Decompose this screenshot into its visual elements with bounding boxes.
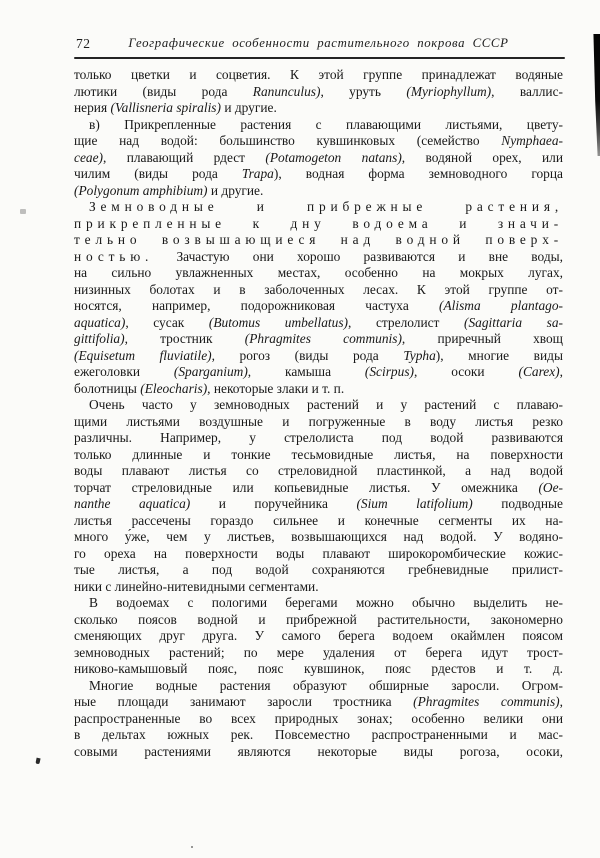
- running-title: Географические особенности растительного покрова СССР: [128, 36, 509, 50]
- paragraph: [74, 397, 563, 595]
- latin-name-text: (Equisetum fluviatile): [74, 347, 212, 363]
- text-line: [74, 529, 563, 546]
- text-line: [74, 117, 563, 134]
- body-text: ), водная форма земноводного горца: [273, 166, 563, 181]
- body-text: чилим (виды рода: [74, 166, 242, 181]
- body-text: болотницы: [74, 380, 141, 396]
- paragraph: [74, 117, 563, 200]
- paragraph: [74, 678, 563, 761]
- body-text: в дельтах южных рек. Повсеместно распространенными и мас-: [74, 727, 563, 742]
- latin-name-text: (Alisma plantago-: [439, 298, 563, 313]
- paragraph: [74, 199, 563, 397]
- text-line: [74, 348, 563, 365]
- text-line: [74, 628, 563, 645]
- body-text: щие над водой: большинство кувшинковых (семейство: [74, 133, 502, 148]
- text-line: [74, 199, 563, 216]
- scan-artifact-speck-icon: [35, 758, 40, 765]
- body-text: много у́же, чем у листьев, возвышающихся над водой. У водяно-: [74, 529, 563, 544]
- text-line: [74, 249, 563, 266]
- latin-name-text: Ranunculus): [252, 83, 321, 99]
- text-line: [74, 694, 563, 711]
- text-line: [74, 546, 563, 563]
- text-line: [74, 414, 563, 431]
- text-line: [74, 100, 563, 117]
- body-text: , сусак: [125, 314, 209, 330]
- latin-name-text: aquatica): [74, 314, 126, 330]
- body-text: лютики (виды рода: [74, 83, 253, 99]
- latin-name-text: (Sagittaria sa-: [464, 314, 563, 330]
- body-text: торчат стреловидные или копьевидные листья. У омежника: [74, 479, 539, 495]
- body-text: ,: [559, 694, 563, 709]
- page-number: 72: [76, 36, 91, 51]
- body-text: и поручейника: [190, 496, 357, 511]
- latin-name-text: (Myriophyllum): [406, 83, 492, 99]
- text-line: [74, 331, 563, 348]
- latin-name-text: (Vallisneria spiralis): [110, 100, 221, 115]
- latin-name-text: Nymphaea-: [501, 133, 563, 148]
- text-line: [74, 364, 563, 381]
- body-text: различны. Например, у стрелолиста под водой развиваются: [74, 430, 563, 445]
- latin-name-text: Typha: [403, 347, 436, 363]
- text-block: [74, 67, 563, 760]
- body-text: тые листья, а под водой сохраняются гребневидные прилист-: [74, 562, 563, 577]
- latin-name-text: (Sparganium): [173, 364, 248, 379]
- body-text: нерия: [74, 100, 111, 115]
- body-text: , осоки: [414, 364, 519, 379]
- text-line: [74, 645, 563, 662]
- body-text: го ореха на поверхности воды плавают широкоромбические кожис-: [74, 545, 563, 561]
- emphasized-spaced-text: тельно возвышающиеся над водной поверх-: [74, 232, 563, 247]
- body-text: , стрелолист: [348, 314, 465, 330]
- paragraph: [74, 67, 563, 117]
- body-text: ежеголовки: [74, 364, 174, 379]
- page-header: [74, 36, 563, 54]
- body-text: , уруть: [320, 83, 407, 99]
- body-text: , приречный хвощ: [401, 331, 563, 346]
- text-line: [74, 678, 563, 695]
- latin-name-text: nanthe aquatica): [74, 496, 191, 511]
- body-text: сменяющих друг друга. У самого берега водоем окаймлен поясом: [74, 628, 563, 643]
- text-line: [74, 265, 563, 282]
- body-text: ные площади занимают заросли тростника: [74, 694, 414, 709]
- text-line: [74, 216, 563, 233]
- body-text: , некоторые злаки и т. п.: [207, 380, 345, 396]
- latin-name-text: (Phragmites communis): [244, 331, 402, 346]
- body-text: и другие.: [220, 100, 277, 115]
- latin-name-text: (Oe-: [538, 479, 563, 495]
- latin-name-text: (Butomus umbellatus): [208, 314, 349, 330]
- latin-name-text: (Polygonum amphibium): [74, 182, 208, 198]
- body-text: , валлис-: [491, 83, 563, 99]
- body-text: в) Прикрепленные растения с плавающими листьями, цвету-: [89, 116, 563, 132]
- text-line: [74, 166, 563, 183]
- body-text: ), многие виды: [435, 347, 563, 363]
- latin-name-text: (Scirpus): [364, 364, 414, 379]
- text-line: [74, 315, 563, 332]
- text-line: [74, 381, 563, 398]
- text-line: [74, 579, 563, 596]
- body-text: только длинные и тонкие тесьмовидные листья, на поверхности: [74, 446, 563, 462]
- body-text: носятся, например, подорожниковая частуха: [74, 298, 440, 313]
- body-text: В водоемах с пологими берегами можно обычно выделить не-: [89, 595, 563, 610]
- text-line: [74, 397, 563, 414]
- body-text: и другие.: [207, 182, 264, 198]
- body-text: земноводных растений; по мере удаления от берега идут трост-: [74, 644, 563, 660]
- body-text: распространенные во всех природных зонах; особенно велики они: [74, 710, 563, 726]
- body-text: , рогоз (виды рода: [211, 347, 404, 363]
- body-text: , плавающий рдест: [103, 149, 266, 165]
- body-text: , камыша: [247, 364, 365, 379]
- body-text: , тростник: [124, 331, 245, 346]
- latin-name-text: Trapa: [241, 166, 274, 181]
- scan-artifact-speck-icon: [20, 209, 26, 214]
- text-line: [74, 744, 563, 761]
- emphasized-spaced-text: Земноводные и прибрежные растения,: [89, 199, 563, 214]
- emphasized-spaced-text: ностью.: [74, 248, 154, 264]
- emphasized-spaced-text: прикрепленные к дну водоема и значи-: [74, 215, 563, 231]
- body-text: воды плавают листья со стреловидной пластинкой, а над водой: [74, 463, 563, 478]
- text-line: [74, 612, 563, 629]
- text-line: [74, 562, 563, 579]
- text-line: [74, 298, 563, 315]
- text-line: [74, 133, 563, 150]
- text-line: [74, 711, 563, 728]
- header-rule: [74, 57, 565, 59]
- latin-name-text: (Carex): [518, 364, 560, 379]
- body-text: , водяной орех, или: [401, 149, 563, 165]
- text-line: [74, 67, 563, 84]
- body-text: щими листьями воздушные и погруженные в воду листья резко: [74, 413, 563, 429]
- latin-name-text: (Sium latifolium): [356, 496, 473, 511]
- text-line: [74, 496, 563, 513]
- text-line: [74, 232, 563, 249]
- text-line: [74, 463, 563, 480]
- text-line: [74, 727, 563, 744]
- latin-name-text: (Potamogeton natans): [265, 149, 402, 165]
- body-text: на сильно увлажненных местах, особенно на мокрых лугах,: [74, 265, 563, 280]
- body-text: никово-камышовый пояс, пояс кувшинок, пояс рдестов и т. д.: [74, 661, 563, 676]
- body-text: листья рассечены гораздо сильнее и конечные сегменты их на-: [74, 512, 563, 528]
- text-line: [74, 447, 563, 464]
- latin-name-text: (Phragmites communis): [413, 694, 560, 709]
- text-line: [74, 282, 563, 299]
- body-text: подводные: [472, 496, 563, 511]
- paragraph: [74, 595, 563, 678]
- text-line: [74, 513, 563, 530]
- text-line: [74, 480, 563, 497]
- text-line: [74, 183, 563, 200]
- body-text: сколько поясов водной и прибрежной растительности, закономерно: [74, 611, 563, 627]
- text-line: [74, 661, 563, 678]
- body-text: Зачастую они хорошо развиваются и вне воды,: [153, 248, 563, 264]
- body-text: ники с линейно-нитевидными сегментами.: [74, 578, 319, 594]
- text-line: [74, 150, 563, 167]
- body-text: ,: [559, 364, 563, 379]
- scan-artifact-dot-icon: [191, 846, 193, 848]
- latin-name-text: ceae): [74, 149, 103, 165]
- body-text: только цветки и соцветия. К этой группе принадлежат водяные: [74, 67, 563, 82]
- body-text: низинных болотах и в заболоченных лесах. К этой группе от-: [74, 281, 563, 297]
- text-line: [74, 595, 563, 612]
- text-line: [74, 430, 563, 447]
- body-text: Очень часто у земноводных растений и у растений с плаваю-: [89, 397, 563, 412]
- latin-name-text: (Eleocharis): [140, 380, 208, 396]
- body-text: совыми растениями являются некоторые виды рогоза, осоки,: [74, 743, 563, 759]
- scan-artifact-streak-icon: [592, 34, 600, 156]
- latin-name-text: gittifolia): [74, 331, 125, 346]
- body-text: Многие водные растения образуют обширные заросли. Огром-: [89, 677, 563, 693]
- text-line: [74, 84, 563, 101]
